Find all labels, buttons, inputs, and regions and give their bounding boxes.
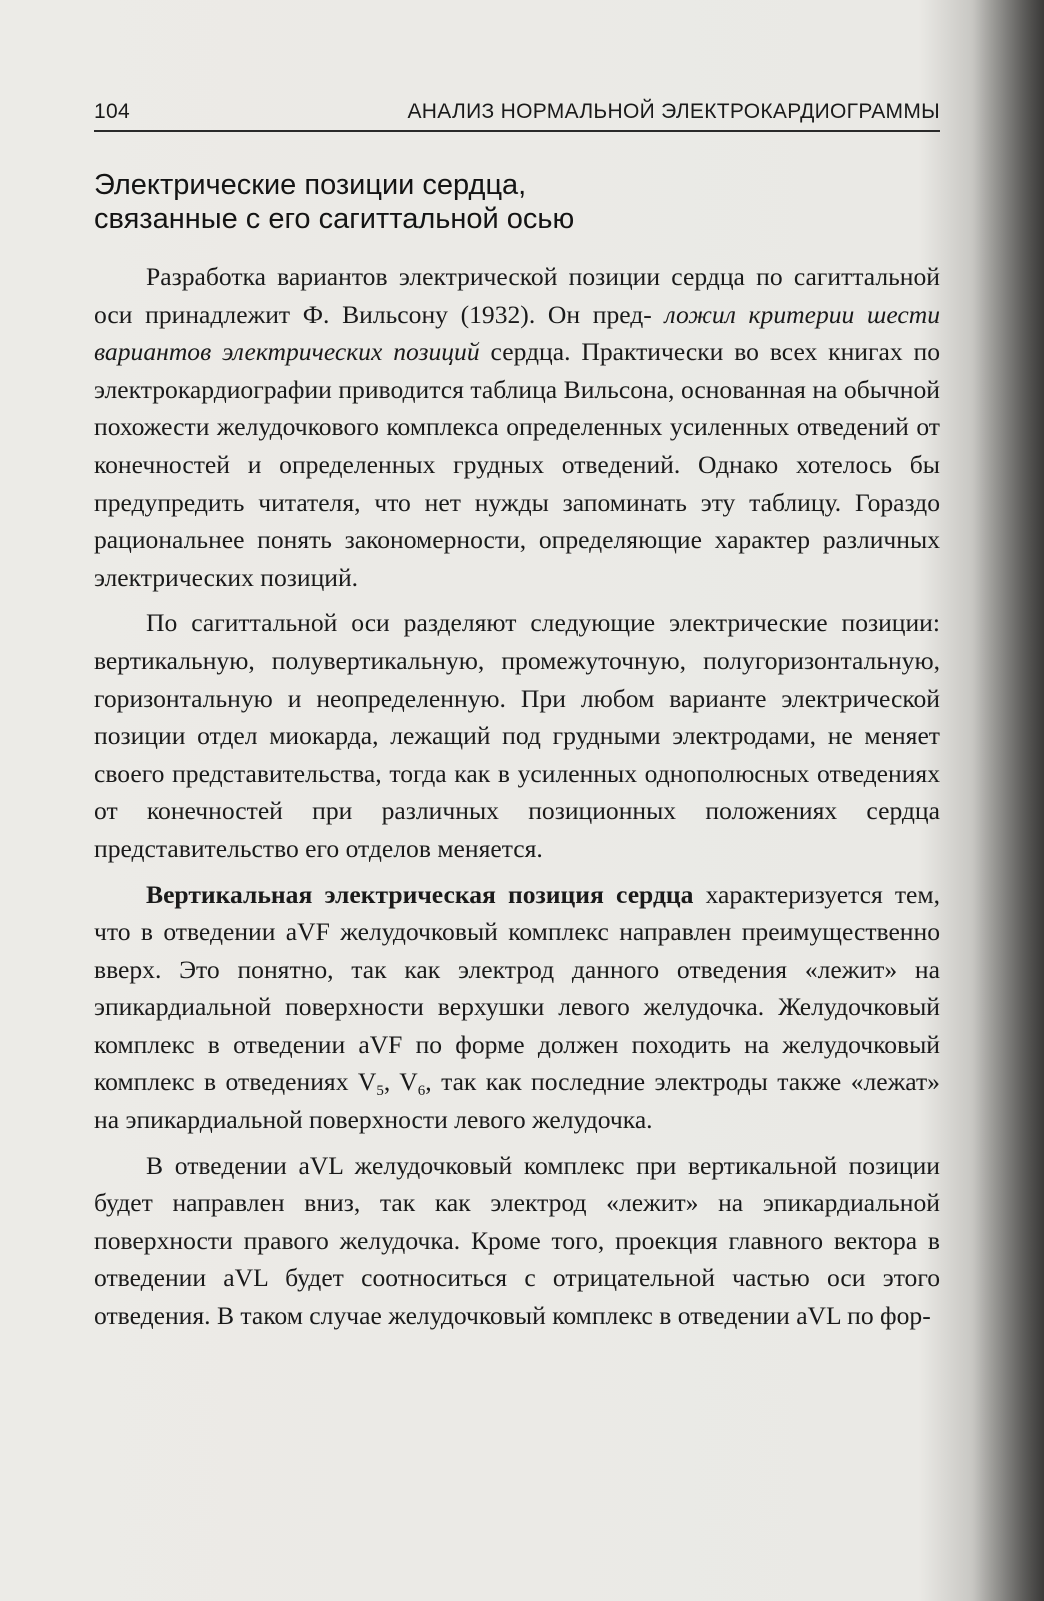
paragraph-3-separator: , V (383, 1067, 418, 1097)
running-title: АНАЛИЗ НОРМАЛЬНОЙ ЭЛЕКТРОКАРДИОГРАММЫ (407, 100, 940, 123)
section-title-line-2: связанные с его сагиттальной осью (94, 203, 575, 235)
paragraph-1-end: сердца. Практически во всех книгах по электрокардиографии приводится таблица Вильсона, основанная на обычной похожести желудочкового комплекса определенных усиленных отведений от конечностей и определенных грудных отведений. Однако хотелось бы предупредить читателя, что нет нужды запоминать эту таблицу. Гораздо рациональнее понять закономерности, определяющие характер различных электрических позиций. (94, 337, 940, 592)
paragraph-3 (94, 876, 940, 1139)
subscript-5: 5 (376, 1083, 384, 1100)
page-number: 104 (94, 100, 130, 123)
paragraph-1-start: Разработка вариантов электрической позиции сердца по сагиттальной оси принадлежит Ф. Вильсону (1932). Он пред- (94, 262, 940, 329)
spine-shadow (974, 0, 1044, 1601)
body-text (94, 258, 940, 1335)
paragraph-3-bold-term: Вертикальная электрическая позиция сердца (146, 879, 694, 909)
paragraph-1 (94, 258, 940, 596)
paragraph-2: По сагиттальной оси разделяют следующие электрические позиции: вертикальную, полувертикальную, промежуточную, полугоризонтальную, горизонтальную и неопределенную. При любом варианте электрической позиции отдел миокарда, лежащий под грудными электродами, не меняет своего представительства, тогда как в усиленных однополюсных отведениях от конечностей при различных позиционных положениях сердца представительство его отделов меняется. (94, 608, 940, 863)
section-title-line-1: Электрические позиции сердца, (94, 169, 527, 201)
section-title (94, 168, 940, 236)
subscript-6: 6 (417, 1083, 426, 1100)
paragraph-3-text-b: , так как последние электроды также «лежат» на эпикардиальной поверхности левого желудочка. (94, 1067, 940, 1135)
running-header (94, 96, 940, 132)
paragraph-4: В отведении aVL желудочковый комплекс при вертикальной позиции будет направлен вниз, так как электрод «лежит» на эпикардиальной поверхности правого желудочка. Кроме того, проекция главного вектора в отведении aVL будет соотноситься с отрицательной частью оси этого отведения. В таком случае желудочковый комплекс в отведении aVL по фор- (94, 1150, 940, 1331)
paragraph-3-text-a: характеризуется тем, что в отведении aVF желудочковый комплекс направлен преимущественно вверх. Это понятно, так как электрод данного отведения «лежит» на эпикардиальной поверхности верхушки левого желудочка. Желудочковый комплекс в отведении aVF по форме должен походить на желудочковый комплекс в отведениях V (94, 879, 940, 1097)
paragraph-1-italic: ложил критерии шести вариантов электрических позиций (94, 299, 940, 367)
